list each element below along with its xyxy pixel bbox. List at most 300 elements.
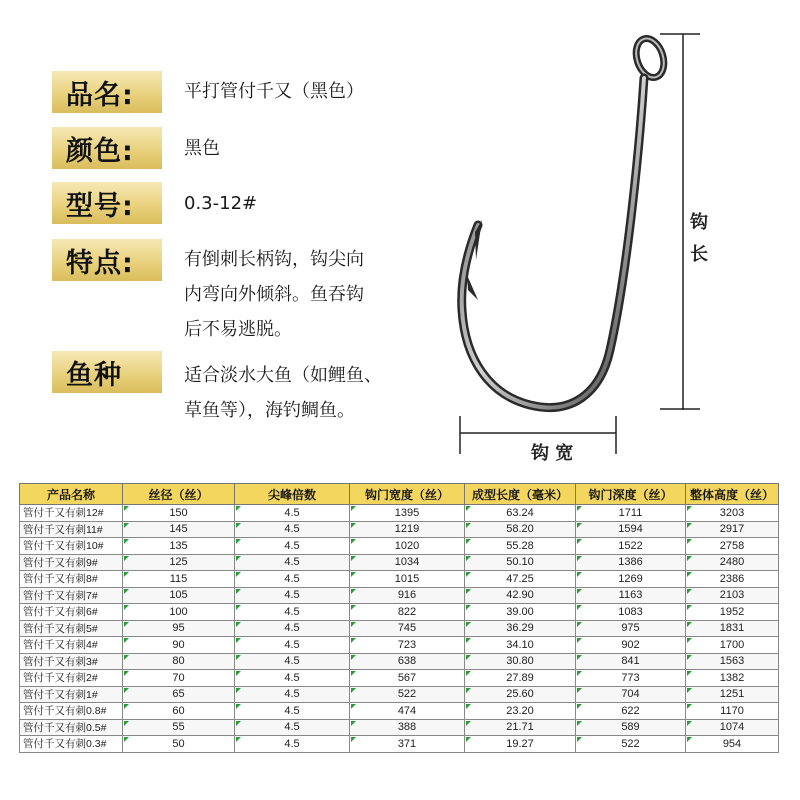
- cell-value: 745: [397, 622, 417, 635]
- cell-value: 567: [397, 671, 417, 684]
- table-cell: [465, 538, 576, 555]
- cell-value: 100: [169, 605, 188, 618]
- feature-line: 后不易逃脱。: [184, 319, 292, 340]
- column-header: 成型长度（毫米）: [465, 484, 576, 505]
- spec-table: [19, 483, 779, 753]
- cell-value: 2480: [719, 556, 745, 569]
- table-row: [20, 686, 779, 703]
- cell-marker-icon: [687, 622, 692, 627]
- table-cell: [123, 686, 235, 703]
- cell-marker-icon: [124, 605, 129, 610]
- cell-marker-icon: [577, 638, 582, 643]
- cell-value: 管付千又有刺0.5#: [23, 721, 107, 734]
- cell-value: 4.5: [284, 671, 300, 684]
- cell-marker-icon: [236, 589, 241, 594]
- cell-marker-icon: [687, 721, 692, 726]
- table-cell: [350, 571, 465, 588]
- cell-marker-icon: [124, 539, 129, 544]
- cell-marker-icon: [577, 671, 582, 676]
- cell-value: 58.20: [506, 523, 534, 536]
- cell-marker-icon: [124, 655, 129, 660]
- cell-value: 管付千又有刺9#: [23, 556, 98, 569]
- cell-marker-icon: [351, 589, 356, 594]
- cell-marker-icon: [466, 605, 471, 610]
- product-name-cell: [20, 604, 123, 621]
- column-header: 丝径（丝）: [123, 484, 235, 505]
- cell-value: 4.5: [284, 506, 300, 519]
- table-cell: [686, 637, 779, 654]
- cell-value: 管付千又有刺2#: [23, 672, 98, 685]
- cell-value: 4.5: [284, 523, 300, 536]
- table-cell: [350, 686, 465, 703]
- cell-value: 522: [621, 737, 640, 750]
- cell-marker-icon: [577, 721, 582, 726]
- cell-value: 1034: [394, 556, 420, 569]
- cell-value: 4.5: [284, 605, 300, 618]
- table-cell: [235, 703, 350, 720]
- table-cell: [576, 653, 686, 670]
- cell-marker-icon: [236, 605, 241, 610]
- table-cell: [350, 620, 465, 637]
- cell-marker-icon: [236, 721, 241, 726]
- model-label-text: 型号:: [66, 190, 134, 222]
- cell-marker-icon: [351, 721, 356, 726]
- cell-marker-icon: [351, 506, 356, 511]
- table-row: [20, 554, 779, 571]
- table-row: [20, 505, 779, 522]
- cell-value: 4.5: [284, 721, 300, 734]
- hook-barb: [467, 275, 478, 300]
- table-header-row: [20, 484, 779, 505]
- cell-value: 704: [621, 688, 640, 701]
- cell-marker-icon: [577, 704, 582, 709]
- table-cell: [235, 587, 350, 604]
- cell-value: 47.25: [506, 572, 534, 585]
- color-label-text: 颜色:: [66, 135, 134, 167]
- product-name-cell: [20, 554, 123, 571]
- cell-marker-icon: [577, 572, 582, 577]
- cell-marker-icon: [351, 556, 356, 561]
- product-name-cell: [20, 686, 123, 703]
- cell-value: 902: [621, 638, 640, 651]
- table-cell: [465, 686, 576, 703]
- cell-value: 50.10: [506, 556, 534, 569]
- model-label: [52, 182, 162, 224]
- feature-label: [52, 239, 162, 281]
- product-name-cell: [20, 670, 123, 687]
- color-label: [52, 127, 162, 169]
- cell-value: 1831: [719, 622, 745, 635]
- cell-marker-icon: [124, 688, 129, 693]
- cell-value: 21.71: [506, 721, 534, 734]
- table-cell: [576, 670, 686, 687]
- cell-value: 30.80: [506, 655, 534, 668]
- table-cell: [235, 719, 350, 736]
- table-cell: [686, 703, 779, 720]
- cell-marker-icon: [466, 737, 471, 742]
- table-cell: [465, 505, 576, 522]
- product-name-cell: [20, 587, 123, 604]
- table-cell: [350, 604, 465, 621]
- color-value: 黑色: [184, 138, 220, 159]
- model-value: 0.3-12#: [184, 193, 258, 214]
- feature-line: 内弯向外倾斜。鱼吞钩: [184, 284, 364, 305]
- cell-value: 773: [621, 671, 640, 684]
- cell-marker-icon: [577, 655, 582, 660]
- cell-value: 管付千又有刺0.3#: [23, 738, 107, 751]
- cell-value: 90: [172, 638, 185, 651]
- name-value: 平打管付千又（黑色）: [184, 81, 364, 102]
- table-cell: [235, 620, 350, 637]
- cell-marker-icon: [351, 539, 356, 544]
- table-row: [20, 587, 779, 604]
- table-cell: [350, 521, 465, 538]
- product-name-cell: [20, 505, 123, 522]
- table-cell: [235, 521, 350, 538]
- cell-marker-icon: [466, 556, 471, 561]
- table-cell: [235, 554, 350, 571]
- table-row: [20, 653, 779, 670]
- cell-marker-icon: [124, 721, 129, 726]
- cell-value: 3203: [719, 506, 745, 519]
- cell-marker-icon: [236, 638, 241, 643]
- table-cell: [686, 505, 779, 522]
- cell-value: 管付千又有刺7#: [23, 589, 98, 602]
- cell-value: 1522: [618, 539, 643, 552]
- cell-marker-icon: [124, 556, 129, 561]
- table-cell: [235, 637, 350, 654]
- cell-marker-icon: [466, 655, 471, 660]
- table-cell: [350, 505, 465, 522]
- cell-marker-icon: [351, 638, 356, 643]
- cell-value: 105: [169, 589, 188, 602]
- cell-value: 1386: [618, 556, 643, 569]
- cell-marker-icon: [466, 572, 471, 577]
- table-cell: [235, 686, 350, 703]
- cell-marker-icon: [687, 671, 692, 676]
- table-cell: [465, 571, 576, 588]
- cell-marker-icon: [466, 688, 471, 693]
- table-cell: [123, 736, 235, 753]
- cell-value: 975: [621, 622, 640, 635]
- cell-marker-icon: [577, 605, 582, 610]
- table-cell: [686, 719, 779, 736]
- table-cell: [235, 653, 350, 670]
- cell-marker-icon: [236, 523, 241, 528]
- cell-value: 589: [621, 721, 640, 734]
- cell-value: 50: [172, 737, 185, 750]
- table-cell: [576, 587, 686, 604]
- table-row: [20, 719, 779, 736]
- table-row: [20, 604, 779, 621]
- cell-marker-icon: [466, 704, 471, 709]
- fish-value: [184, 358, 382, 428]
- table-cell: [686, 620, 779, 637]
- cell-marker-icon: [351, 655, 356, 660]
- cell-marker-icon: [687, 688, 692, 693]
- cell-value: 135: [169, 539, 188, 552]
- cell-value: 638: [397, 655, 417, 668]
- cell-value: 954: [722, 737, 742, 750]
- product-name-cell: [20, 653, 123, 670]
- table-row: [20, 571, 779, 588]
- cell-value: 管付千又有刺5#: [23, 622, 98, 635]
- cell-value: 1711: [618, 506, 643, 519]
- cell-value: 1382: [719, 671, 745, 684]
- fish-label-text: 鱼种: [66, 359, 122, 391]
- cell-marker-icon: [236, 737, 241, 742]
- cell-value: 70: [172, 671, 185, 684]
- cell-value: 4.5: [284, 589, 300, 602]
- cell-value: 916: [397, 589, 417, 602]
- table-cell: [123, 637, 235, 654]
- cell-value: 管付千又有刺0.8#: [23, 705, 107, 718]
- table-cell: [465, 703, 576, 720]
- column-header: 钩门深度（丝）: [576, 484, 686, 505]
- cell-marker-icon: [466, 671, 471, 676]
- product-name-cell: [20, 521, 123, 538]
- table-cell: [235, 571, 350, 588]
- table-row: [20, 670, 779, 687]
- cell-marker-icon: [124, 523, 129, 528]
- table-cell: [465, 637, 576, 654]
- table-cell: [465, 670, 576, 687]
- table-row: [20, 736, 779, 753]
- cell-marker-icon: [577, 622, 582, 627]
- table-cell: [123, 587, 235, 604]
- cell-marker-icon: [351, 572, 356, 577]
- table-cell: [686, 587, 779, 604]
- table-cell: [465, 587, 576, 604]
- table-row: [20, 637, 779, 654]
- table-row: [20, 703, 779, 720]
- cell-marker-icon: [351, 688, 356, 693]
- table-cell: [123, 521, 235, 538]
- cell-marker-icon: [236, 704, 241, 709]
- cell-marker-icon: [577, 688, 582, 693]
- cell-value: 42.90: [506, 589, 534, 602]
- table-cell: [576, 686, 686, 703]
- table-cell: [235, 670, 350, 687]
- cell-marker-icon: [687, 523, 692, 528]
- product-name-cell: [20, 538, 123, 555]
- cell-value: 150: [169, 506, 188, 519]
- cell-value: 管付千又有刺1#: [23, 688, 98, 701]
- cell-marker-icon: [236, 671, 241, 676]
- cell-value: 1074: [719, 721, 745, 734]
- cell-marker-icon: [124, 572, 129, 577]
- table-cell: [576, 703, 686, 720]
- cell-value: 2386: [719, 572, 745, 585]
- table-cell: [576, 521, 686, 538]
- table-cell: [123, 670, 235, 687]
- cell-value: 36.29: [506, 622, 534, 635]
- cell-value: 4.5: [284, 638, 300, 651]
- table-cell: [350, 653, 465, 670]
- table-cell: [576, 604, 686, 621]
- cell-value: 1594: [618, 523, 643, 536]
- cell-marker-icon: [466, 721, 471, 726]
- cell-marker-icon: [351, 622, 356, 627]
- table-row: [20, 620, 779, 637]
- cell-marker-icon: [351, 605, 356, 610]
- cell-marker-icon: [466, 638, 471, 643]
- cell-value: 4.5: [284, 539, 300, 552]
- cell-value: 1219: [394, 523, 420, 536]
- name-label-text: 品名:: [66, 79, 134, 111]
- product-name-cell: [20, 719, 123, 736]
- table-cell: [576, 505, 686, 522]
- cell-value: 1269: [618, 572, 643, 585]
- cell-marker-icon: [687, 506, 692, 511]
- cell-marker-icon: [687, 704, 692, 709]
- table-cell: [686, 686, 779, 703]
- column-header: 尖峰倍数: [235, 484, 350, 505]
- cell-value: 管付千又有刺4#: [23, 639, 98, 652]
- cell-marker-icon: [351, 704, 356, 709]
- cell-value: 55.28: [506, 539, 534, 552]
- cell-value: 1700: [719, 638, 745, 651]
- cell-value: 1163: [618, 589, 643, 602]
- cell-value: 1020: [394, 539, 420, 552]
- table-cell: [686, 554, 779, 571]
- cell-marker-icon: [577, 539, 582, 544]
- table-cell: [686, 571, 779, 588]
- table-cell: [465, 653, 576, 670]
- table-cell: [576, 719, 686, 736]
- cell-value: 25.60: [506, 688, 534, 701]
- cell-marker-icon: [351, 671, 356, 676]
- cell-marker-icon: [687, 539, 692, 544]
- cell-value: 1170: [720, 704, 744, 717]
- cell-value: 19.27: [506, 737, 534, 750]
- feature-line: 有倒刺长柄钩，钩尖向: [184, 249, 364, 270]
- cell-value: 822: [397, 605, 417, 618]
- table-cell: [465, 719, 576, 736]
- table-cell: [123, 571, 235, 588]
- cell-value: 4.5: [284, 688, 300, 701]
- table-cell: [123, 538, 235, 555]
- cell-value: 63.24: [506, 506, 534, 519]
- table-cell: [350, 637, 465, 654]
- cell-marker-icon: [687, 655, 692, 660]
- product-name-cell: [20, 571, 123, 588]
- fish-line: 草鱼等），海钓鲷鱼。: [184, 400, 355, 421]
- cell-value: 4.5: [284, 704, 300, 717]
- cell-marker-icon: [124, 737, 129, 742]
- cell-marker-icon: [687, 605, 692, 610]
- cell-value: 65: [172, 688, 185, 701]
- cell-marker-icon: [236, 556, 241, 561]
- table-cell: [235, 736, 350, 753]
- cell-marker-icon: [466, 523, 471, 528]
- table-row: [20, 521, 779, 538]
- cell-marker-icon: [687, 572, 692, 577]
- table-cell: [123, 653, 235, 670]
- column-header: 钩门宽度（丝）: [350, 484, 465, 505]
- cell-marker-icon: [124, 622, 129, 627]
- cell-value: 2758: [719, 539, 745, 552]
- cell-marker-icon: [124, 506, 129, 511]
- table-cell: [235, 604, 350, 621]
- table-cell: [465, 620, 576, 637]
- cell-value: 管付千又有刺6#: [23, 606, 98, 619]
- length-label-char: 长: [690, 244, 708, 265]
- table-cell: [235, 538, 350, 555]
- cell-value: 管付千又有刺8#: [23, 573, 98, 586]
- table-cell: [350, 670, 465, 687]
- table-cell: [686, 538, 779, 555]
- column-header: 整体高度（丝）: [686, 484, 779, 505]
- cell-value: 115: [169, 572, 188, 585]
- cell-marker-icon: [236, 688, 241, 693]
- name-label: [52, 71, 162, 113]
- table-cell: [350, 587, 465, 604]
- cell-value: 60: [172, 704, 185, 717]
- feature-label-text: 特点:: [66, 247, 134, 279]
- table-cell: [350, 538, 465, 555]
- cell-value: 管付千又有刺3#: [23, 655, 98, 668]
- table-cell: [576, 637, 686, 654]
- fish-line: 适合淡水大鱼（如鲤鱼、: [184, 365, 382, 386]
- table-cell: [350, 703, 465, 720]
- cell-marker-icon: [124, 638, 129, 643]
- cell-value: 2917: [719, 523, 745, 536]
- cell-value: 522: [397, 688, 417, 701]
- cell-marker-icon: [687, 638, 692, 643]
- cell-value: 2103: [719, 589, 745, 602]
- cell-value: 23.20: [506, 704, 534, 717]
- cell-value: 1015: [394, 572, 420, 585]
- table-cell: [123, 604, 235, 621]
- cell-marker-icon: [466, 589, 471, 594]
- hook-body: [462, 78, 644, 408]
- cell-marker-icon: [236, 572, 241, 577]
- cell-marker-icon: [236, 539, 241, 544]
- table-cell: [123, 554, 235, 571]
- cell-value: 1083: [618, 605, 643, 618]
- cell-marker-icon: [466, 539, 471, 544]
- product-name-cell: [20, 620, 123, 637]
- cell-value: 4.5: [284, 737, 300, 750]
- cell-marker-icon: [351, 737, 356, 742]
- cell-marker-icon: [577, 506, 582, 511]
- table-cell: [350, 736, 465, 753]
- cell-value: 4.5: [284, 572, 300, 585]
- width-label: 钩 宽: [531, 443, 574, 464]
- cell-value: 27.89: [506, 671, 534, 684]
- cell-marker-icon: [124, 671, 129, 676]
- cell-marker-icon: [124, 704, 129, 709]
- table-cell: [576, 538, 686, 555]
- cell-value: 371: [397, 737, 417, 750]
- cell-marker-icon: [236, 622, 241, 627]
- cell-value: 474: [397, 704, 417, 717]
- cell-marker-icon: [577, 589, 582, 594]
- cell-value: 1395: [394, 506, 420, 519]
- length-label: [690, 208, 708, 266]
- table-cell: [576, 620, 686, 637]
- cell-marker-icon: [351, 523, 356, 528]
- table-cell: [576, 554, 686, 571]
- cell-marker-icon: [236, 655, 241, 660]
- cell-marker-icon: [687, 556, 692, 561]
- table-cell: [123, 703, 235, 720]
- cell-value: 4.5: [284, 556, 300, 569]
- cell-value: 4.5: [284, 622, 300, 635]
- product-name-cell: [20, 637, 123, 654]
- cell-value: 145: [169, 523, 188, 536]
